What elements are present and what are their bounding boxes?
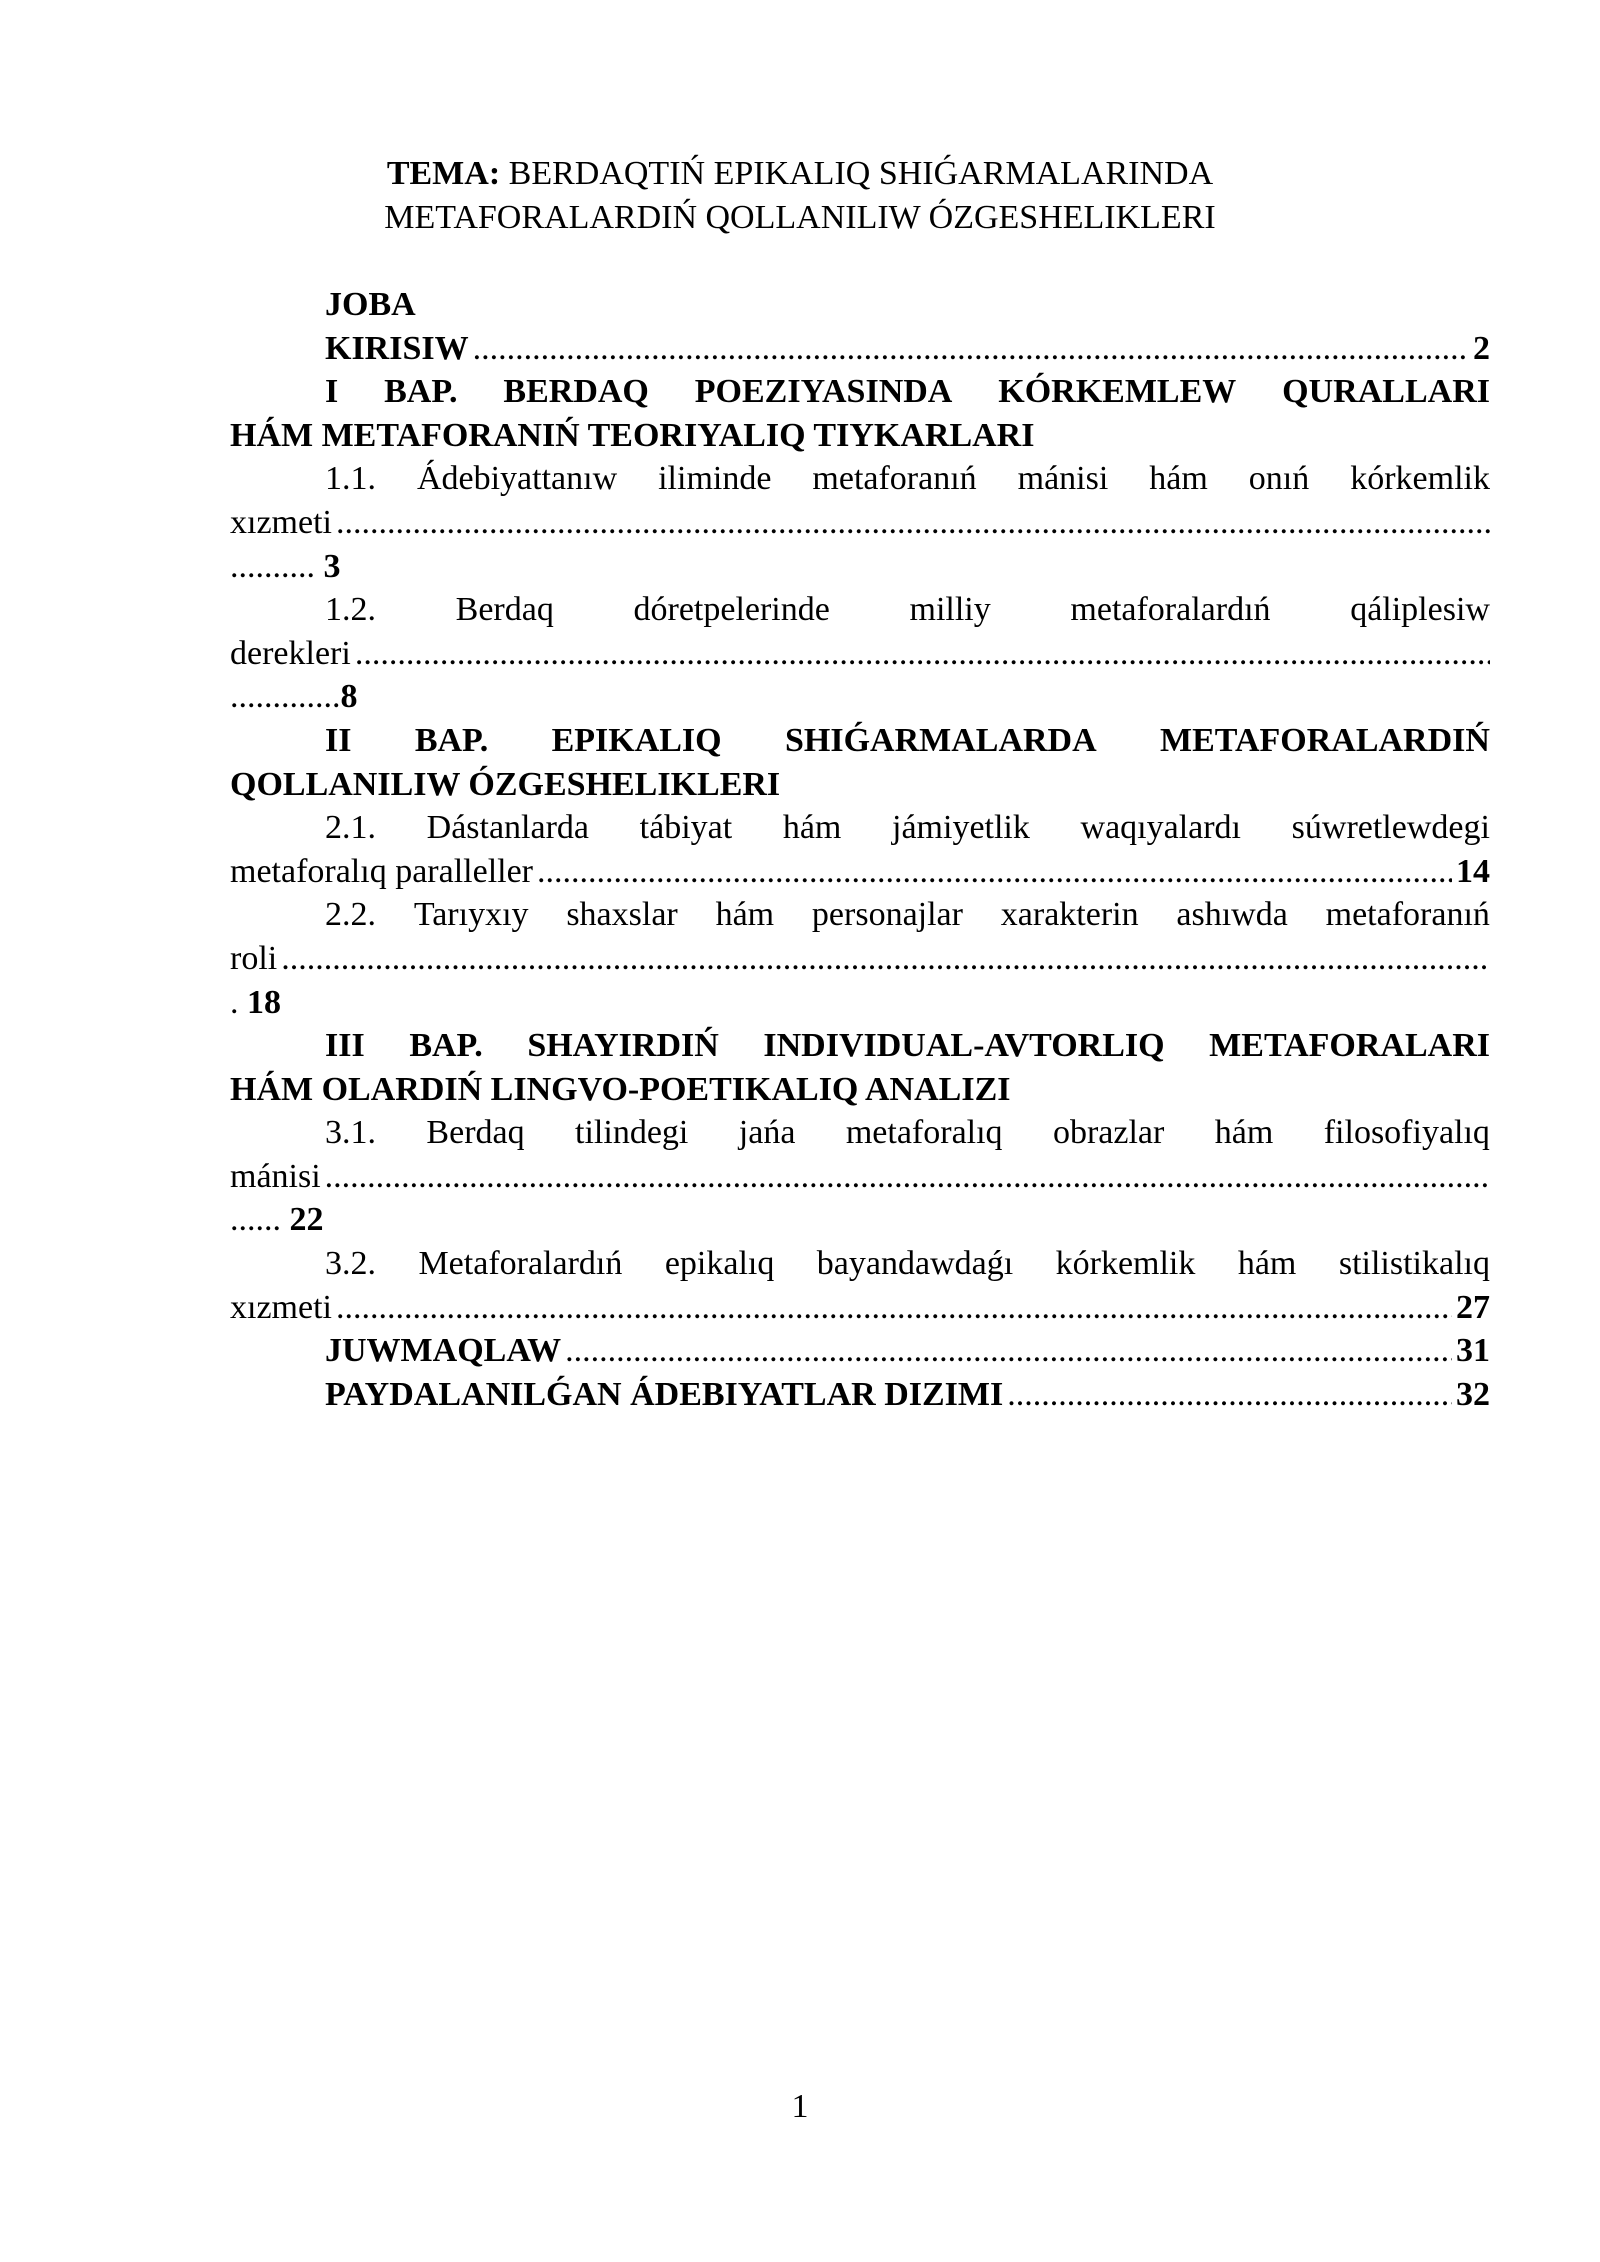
word: EPIKALIQ	[551, 721, 722, 759]
toc-page-number: 22	[289, 1201, 324, 1239]
word: shaxslar	[566, 896, 678, 934]
word: Tarıyxıy	[413, 896, 529, 934]
word: KÓRKEMLEW	[998, 373, 1237, 411]
toc-section-2-1-line-1[interactable]	[230, 806, 1490, 850]
dot-leader	[537, 850, 1452, 894]
word: stilistikalıq	[1338, 1245, 1490, 1283]
toc-chapter-1-line-2: HÁM METAFORANIŃ TEORIYALIQ TIYKARLARI	[230, 416, 1035, 454]
toc-entry-label: roli	[230, 939, 278, 977]
word: hám	[1149, 460, 1208, 498]
toc-page-number: 14	[1456, 852, 1490, 890]
toc-page-number: 31	[1456, 1332, 1490, 1370]
word: obrazlar	[1052, 1114, 1165, 1152]
word: 2.1.	[325, 809, 376, 847]
word: milliy	[909, 591, 991, 629]
word: bayandawdaǵı	[816, 1245, 1014, 1283]
word: SHAYIRDIŃ	[527, 1027, 719, 1065]
toc-section-3-1-line-2	[230, 1155, 1490, 1199]
toc-entry-label: KIRISIW	[325, 329, 469, 367]
word: hám	[1237, 1245, 1297, 1283]
dot-leader	[565, 1329, 1452, 1373]
toc-chapter-3-line-1[interactable]	[230, 1024, 1490, 1068]
toc-heading: JOBA	[325, 286, 416, 323]
toc-chapter-2-line-1[interactable]	[230, 719, 1490, 763]
toc-entry-label: xızmeti	[230, 1288, 332, 1326]
word: METAFORALARDIŃ	[1160, 721, 1490, 759]
dot-leader: ..........	[230, 547, 315, 585]
word: iliminde	[658, 460, 772, 498]
dot-leader	[1007, 1373, 1452, 1417]
dot-leader	[336, 501, 1490, 545]
toc-entry-label: xızmeti	[230, 503, 332, 541]
word: kórkemlik	[1350, 460, 1490, 498]
word: mánisi	[1017, 460, 1109, 498]
toc-section-1-2-line-2	[230, 632, 1490, 676]
toc-entry-conclusion[interactable]	[230, 1329, 1490, 1373]
word: Berdaq	[426, 1114, 525, 1152]
dot-leader: ......	[230, 1201, 281, 1239]
word: BAP.	[414, 721, 489, 759]
word: filosofiyalıq	[1323, 1114, 1490, 1152]
word: II	[325, 721, 352, 759]
word: dóretpelerinde	[633, 591, 830, 629]
dot-leader	[355, 632, 1490, 676]
word: POEZIYASINDA	[694, 373, 953, 411]
toc-section-3-1-line-1[interactable]	[230, 1111, 1490, 1155]
word: ashıwda	[1176, 896, 1288, 934]
word: onıń	[1248, 460, 1310, 498]
toc-entry-label: PAYDALANILǴAN ÁDEBIYATLAR DIZIMI	[325, 1375, 1004, 1413]
word: tilindegi	[575, 1114, 689, 1152]
word: Dástanlarda	[426, 809, 590, 847]
dot-leader	[336, 1286, 1452, 1330]
toc-section-3-1-line-3	[230, 1198, 1490, 1242]
toc-section-1-2-line-1[interactable]	[230, 588, 1490, 632]
word: metaforanıń	[1325, 896, 1490, 934]
toc-section-2-1-line-2	[230, 850, 1490, 894]
word: súwretlewdegi	[1291, 809, 1490, 847]
toc-entry-label: derekleri	[230, 634, 351, 672]
toc-entry-label: mánisi	[230, 1157, 321, 1195]
word: INDIVIDUAL-AVTORLIQ	[763, 1027, 1165, 1065]
word: BAP.	[409, 1027, 483, 1065]
word: 1.1.	[325, 460, 376, 498]
toc-section-1-1-line-3	[230, 545, 1490, 589]
toc-section-1-2-line-3	[230, 675, 1490, 719]
word: kórkemlik	[1055, 1245, 1196, 1283]
word: 2.2.	[325, 896, 376, 934]
title-line-2: METAFORALARDIŃ QOLLANILIW ÓZGESHELIKLERI	[384, 199, 1216, 236]
toc-page-number: 18	[247, 983, 281, 1021]
dot-leader	[473, 327, 1469, 371]
word: metaforanıń	[812, 460, 977, 498]
word: tábiyat	[639, 809, 733, 847]
toc-entry-label: JUWMAQLAW	[325, 1332, 562, 1370]
word: metaforalardıń	[1070, 591, 1271, 629]
toc-page-number: 3	[323, 547, 341, 585]
word: III	[325, 1027, 365, 1065]
title-label: TEMA:	[386, 155, 501, 192]
toc-section-3-2-line-2	[230, 1286, 1490, 1330]
table-of-contents	[230, 283, 1490, 1416]
title-text-1: BERDAQTIŃ EPIKALIQ SHIǴARMALARINDA	[508, 155, 1214, 192]
word: 1.2.	[325, 591, 376, 629]
word: hám	[782, 809, 842, 847]
word: Metaforalardıń	[418, 1245, 623, 1283]
word: 3.1.	[325, 1114, 376, 1152]
toc-entry-label: metaforalıq paralleller	[230, 852, 533, 890]
word: hám	[715, 896, 775, 934]
word: Berdaq	[455, 591, 554, 629]
dot-leader: .	[230, 983, 239, 1021]
toc-chapter-3-line-2: HÁM OLARDIŃ LINGVO-POETIKALIQ ANALIZI	[230, 1070, 1011, 1108]
word: Ádebiyattanıw	[416, 460, 618, 498]
word: QURALLARI	[1282, 373, 1490, 411]
toc-chapter-2-line-2: QOLLANILIW ÓZGESHELIKLERI	[230, 765, 781, 803]
dot-leader: .............	[230, 678, 341, 716]
toc-section-3-2-line-1[interactable]	[230, 1242, 1490, 1286]
toc-section-2-2-line-2	[230, 937, 1490, 981]
word: jámiyetlik	[892, 809, 1030, 847]
toc-page-number: 32	[1456, 1375, 1490, 1413]
word: METAFORALARI	[1209, 1027, 1490, 1065]
word: qáliplesiw	[1350, 591, 1490, 629]
toc-section-1-1-line-1[interactable]	[230, 457, 1490, 501]
word: epikalıq	[664, 1245, 775, 1283]
word: xarakterin	[1000, 896, 1139, 934]
dot-leader	[281, 937, 1490, 981]
word: metaforalıq	[845, 1114, 1003, 1152]
toc-section-2-2-line-1[interactable]	[230, 893, 1490, 937]
word: I	[325, 373, 339, 411]
word: BERDAQ	[503, 373, 649, 411]
word: personajlar	[811, 896, 963, 934]
toc-section-1-1-line-2	[230, 501, 1490, 545]
page-number: 1	[791, 2088, 809, 2125]
word: SHIǴARMALARDA	[784, 721, 1097, 759]
toc-section-2-2-line-3	[230, 981, 1490, 1025]
title-line-1	[0, 152, 1600, 196]
word: hám	[1214, 1114, 1274, 1152]
toc-entry-bibliography[interactable]	[230, 1373, 1490, 1417]
toc-page-number: 8	[340, 678, 358, 716]
word: jańa	[738, 1114, 796, 1152]
toc-page-number: 27	[1456, 1288, 1490, 1326]
document-title	[0, 152, 1600, 240]
dot-leader	[325, 1155, 1490, 1199]
word: BAP.	[384, 373, 458, 411]
toc-entry-intro[interactable]	[230, 327, 1490, 371]
word: waqıyalardı	[1080, 809, 1242, 847]
toc-chapter-1-line-1[interactable]	[230, 370, 1490, 414]
toc-page-number: 2	[1473, 329, 1490, 367]
word: 3.2.	[325, 1245, 376, 1283]
